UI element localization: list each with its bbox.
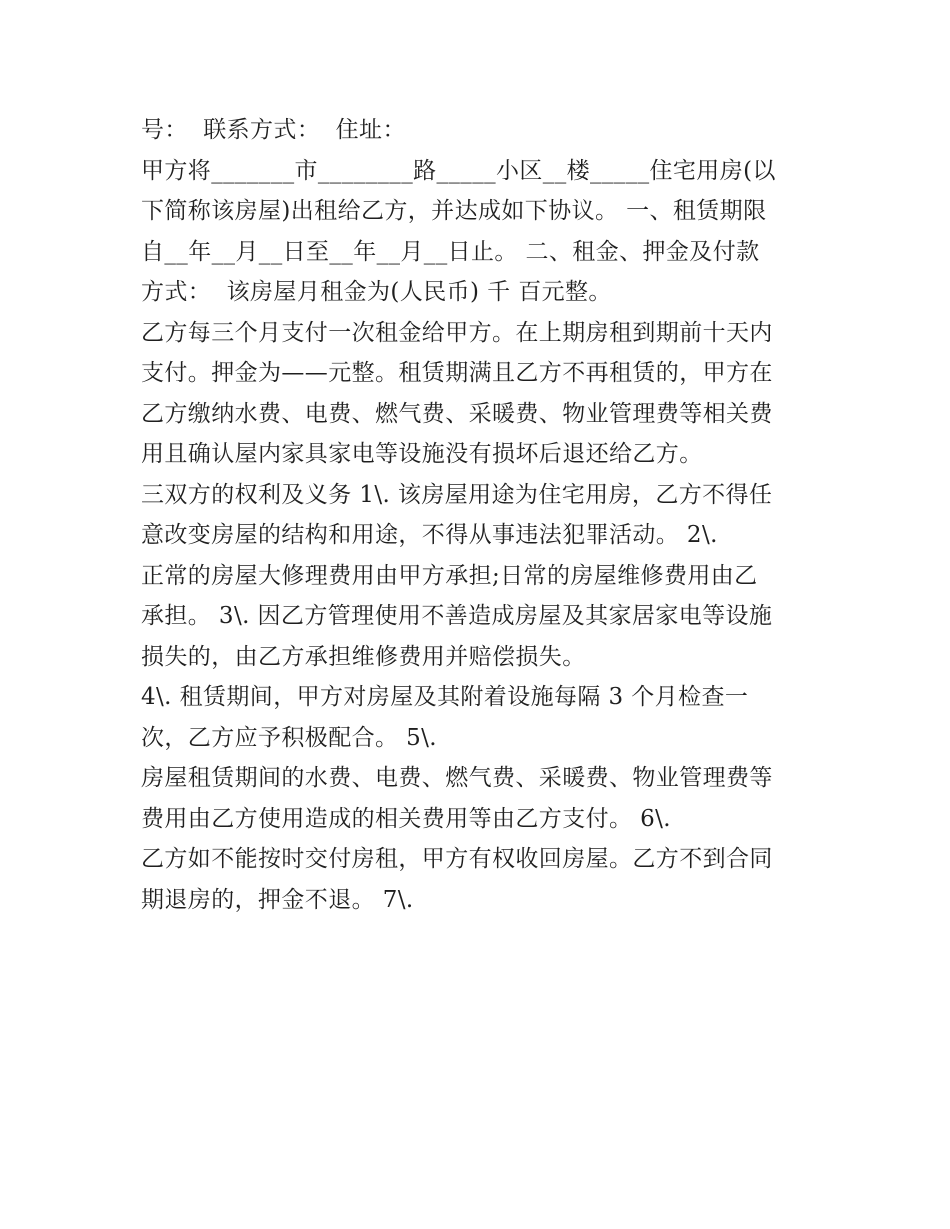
text-line: 支付。押金为——元整。租赁期满且乙方不再租赁的，甲方在	[141, 360, 773, 386]
text-line: 损失的，由乙方承担维修费用并赔偿损失。	[141, 643, 586, 670]
text-line: 号： 联系方式： 住址：	[141, 117, 406, 143]
text-line: 承担。 3\. 因乙方管理使用不善造成房屋及其家居家电等设施	[141, 603, 773, 629]
text-line: 次，乙方应予积极配合。 5\.	[141, 724, 438, 751]
text-line: 4\. 租赁期间，甲方对房屋及其附着设施每隔 3 个月检查一	[141, 684, 749, 710]
text-line: 房屋租赁期间的水费、电费、燃气费、采暖费、物业管理费等	[141, 765, 773, 791]
text-line: 甲方将_______市________路_____小区__楼_____住宅用房(以	[141, 157, 776, 184]
document-body	[141, 110, 831, 920]
text-line: 意改变房屋的结构和用途，不得从事违法犯罪活动。 2\.	[141, 522, 718, 548]
text-line: 正常的房屋大修理费用由甲方承担;日常的房屋维修费用由乙	[141, 562, 758, 589]
text-line: 下简称该房屋)出租给乙方，并达成如下协议。 一、租赁期限	[141, 198, 767, 224]
text-line: 乙方如不能按时交付房租，甲方有权收回房屋。乙方不到合同	[141, 846, 773, 872]
text-line: 三双方的权利及义务 1\. 该房屋用途为住宅用房，乙方不得任	[141, 481, 773, 508]
text-line: 自__年__月__日至__年__月__日止。 二、租金、押金及付款	[141, 238, 760, 265]
text-line: 用且确认屋内家具家电等设施没有损坏后退还给乙方。	[141, 441, 703, 467]
text-line: 期退房的，押金不退。 7\.	[141, 886, 414, 913]
text-line: 乙方缴纳水费、电费、燃气费、采暖费、物业管理费等相关费	[141, 400, 773, 427]
text-line: 方式： 该房屋月租金为(人民币) 千 百元整。	[141, 279, 612, 305]
text-line: 费用由乙方使用造成的相关费用等由乙方支付。 6\.	[141, 805, 672, 832]
text-line: 乙方每三个月支付一次租金给甲方。在上期房租到期前十天内	[141, 319, 773, 346]
